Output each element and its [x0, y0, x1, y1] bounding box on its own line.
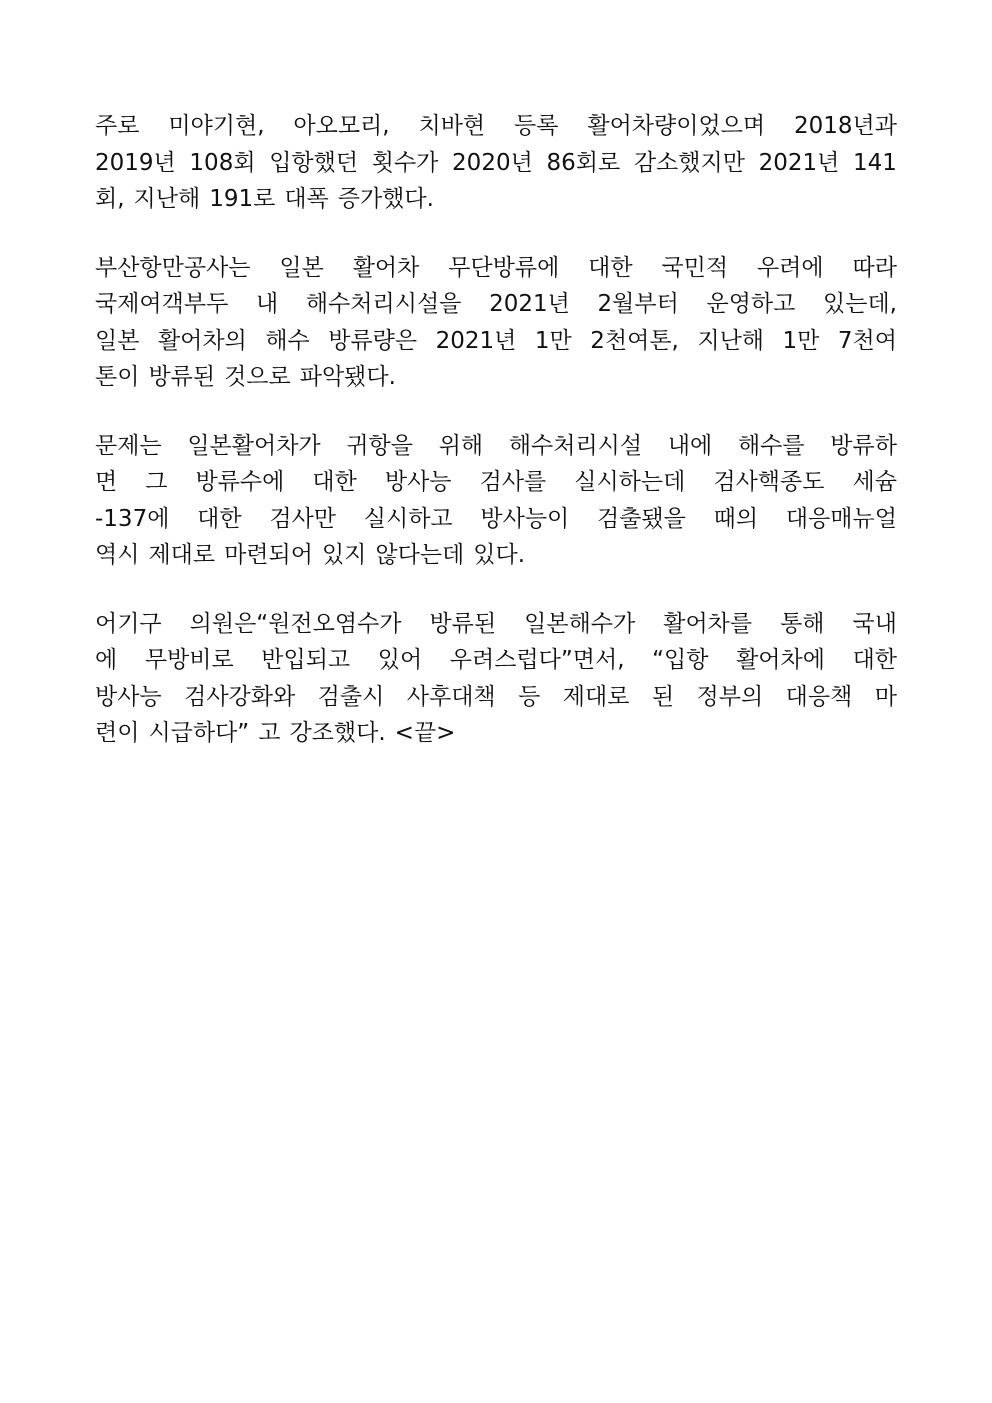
word: 있는데,	[823, 291, 897, 317]
word: 증가했다.	[337, 186, 434, 212]
word: 톤이	[95, 364, 140, 390]
word: 파악됐다.	[299, 364, 396, 390]
word: 감소했지만	[633, 149, 745, 176]
word: 고	[258, 720, 281, 746]
word: 해수	[265, 327, 310, 354]
word: 대한	[588, 254, 633, 281]
text-line	[95, 642, 897, 679]
text-line	[95, 286, 897, 323]
word: 있어	[377, 647, 423, 673]
word: 방류하	[830, 432, 897, 459]
word: 치바현	[418, 113, 486, 139]
word: 횟수가	[371, 149, 439, 176]
word: 통해	[780, 610, 825, 637]
word: 2019년	[95, 149, 176, 176]
word: 검사핵종도	[713, 469, 825, 495]
word: 어기구	[95, 610, 162, 637]
word: 191로	[209, 186, 276, 212]
word: 방사능	[95, 683, 162, 710]
text-line	[95, 359, 897, 396]
word: 검사강화와	[184, 683, 296, 710]
word: 대응책	[785, 683, 853, 710]
word: 에	[95, 647, 118, 673]
word: 7천여	[837, 327, 897, 354]
word: 지난해	[697, 327, 765, 354]
text-line	[95, 501, 897, 538]
word: 활어차량이었으며	[587, 113, 766, 139]
word: 위해	[438, 432, 484, 459]
word: 검출됐을	[597, 505, 686, 532]
paragraph	[95, 108, 897, 218]
word: 검출시	[317, 683, 385, 710]
word: 마련되어	[224, 542, 313, 568]
word: 1만	[782, 327, 820, 354]
word: 것으로	[224, 364, 291, 390]
word: -137에	[95, 505, 170, 532]
word: 방류수에	[195, 469, 285, 495]
word: 우려에	[756, 254, 824, 281]
word: 방류량은	[328, 327, 418, 354]
word: 있다.	[473, 542, 526, 568]
word: 강조했다.	[289, 720, 386, 746]
text-line	[95, 428, 897, 465]
text-line	[95, 715, 897, 752]
paragraph	[95, 428, 897, 574]
word: 세슘	[852, 469, 897, 495]
word: 일본활어차가	[187, 432, 321, 459]
word: 제대로	[148, 542, 216, 568]
word: 활어차의	[157, 327, 247, 354]
word: 미야기현,	[168, 113, 265, 139]
word: 대응매뉴얼	[785, 505, 897, 532]
word: 방류된	[429, 610, 497, 637]
word: 2018년과	[794, 113, 897, 139]
word: 141	[853, 149, 897, 176]
word: 마	[874, 683, 897, 710]
word: 내	[255, 291, 279, 317]
word: 방사능이	[480, 505, 570, 532]
word: 86회로	[546, 149, 621, 176]
text-line	[95, 108, 897, 145]
word: 역시	[95, 542, 140, 568]
word: 해수처리시설	[508, 432, 643, 459]
word: 일본	[279, 254, 324, 281]
word: 사후대책	[406, 683, 496, 710]
word: 입항했던	[269, 149, 359, 176]
word: 대한	[312, 469, 357, 495]
word: 면	[95, 469, 118, 495]
word: 회,	[95, 186, 125, 212]
word: 된	[651, 683, 675, 710]
word: 2020년	[452, 149, 533, 176]
word: 아오모리,	[293, 113, 390, 139]
paragraph	[95, 250, 897, 396]
word: 대한	[852, 647, 897, 673]
word: 방사능	[384, 469, 452, 495]
word: 활어차에	[736, 647, 825, 673]
text-line	[95, 181, 897, 218]
word: 방류된	[148, 364, 216, 390]
word: 108회	[189, 149, 256, 176]
word: 검사를	[479, 469, 547, 495]
word: 련이	[95, 720, 140, 746]
word: 대한	[197, 505, 242, 532]
word: 귀항을	[346, 432, 413, 459]
word: 일본	[95, 327, 140, 354]
word: 반입되고	[261, 647, 351, 673]
text-line	[95, 323, 897, 360]
word: 활어차	[352, 254, 420, 281]
word: 시급하다”	[148, 720, 250, 746]
text-line	[95, 145, 897, 182]
word: 그	[145, 469, 168, 495]
word: 해수처리시설을	[305, 291, 462, 317]
word: 등	[518, 683, 541, 710]
text-line	[95, 464, 897, 501]
word: 검사만	[269, 505, 337, 532]
text-line	[95, 250, 897, 287]
word: 무단방류에	[448, 254, 560, 281]
word: 1만	[534, 327, 572, 354]
word: 있지	[321, 542, 367, 568]
word: 문제는	[95, 432, 162, 459]
text-line	[95, 606, 897, 643]
word: 활어차를	[663, 610, 753, 637]
word: 국민적	[661, 254, 729, 281]
word: 따라	[852, 254, 897, 281]
word: 부산항만공사는	[95, 254, 251, 281]
word: 2021년	[435, 327, 517, 354]
word: 주로	[95, 113, 140, 139]
word: 국제여객부두	[95, 291, 229, 317]
paragraph	[95, 606, 897, 752]
word: 않다는데	[375, 542, 465, 568]
word: 정부의	[696, 683, 764, 710]
word: 무방비로	[144, 647, 234, 673]
word: 지난해	[133, 186, 201, 212]
text-line	[95, 537, 897, 574]
word: “입항	[652, 647, 709, 673]
word: 대폭	[284, 186, 329, 212]
word: 해수를	[737, 432, 805, 459]
word: 의원은“원전오염수가	[189, 610, 402, 637]
word: 내에	[667, 432, 713, 459]
word: 2021년	[758, 149, 840, 176]
document-body	[95, 108, 897, 784]
word: 운영하고	[706, 291, 796, 317]
word: 2월부터	[597, 291, 679, 317]
word: 때의	[713, 505, 759, 532]
word: 우려스럽다”면서,	[449, 647, 625, 673]
word: 국내	[852, 610, 897, 637]
word: 2천여톤,	[590, 327, 679, 354]
word: 2021년	[489, 291, 570, 317]
word: 등록	[514, 113, 559, 139]
word: <끝>	[394, 720, 456, 746]
word: 실시하는데	[574, 469, 686, 495]
word: 제대로	[562, 683, 630, 710]
word: 실시하고	[363, 505, 453, 532]
word: 일본해수가	[524, 610, 636, 637]
text-line	[95, 679, 897, 716]
